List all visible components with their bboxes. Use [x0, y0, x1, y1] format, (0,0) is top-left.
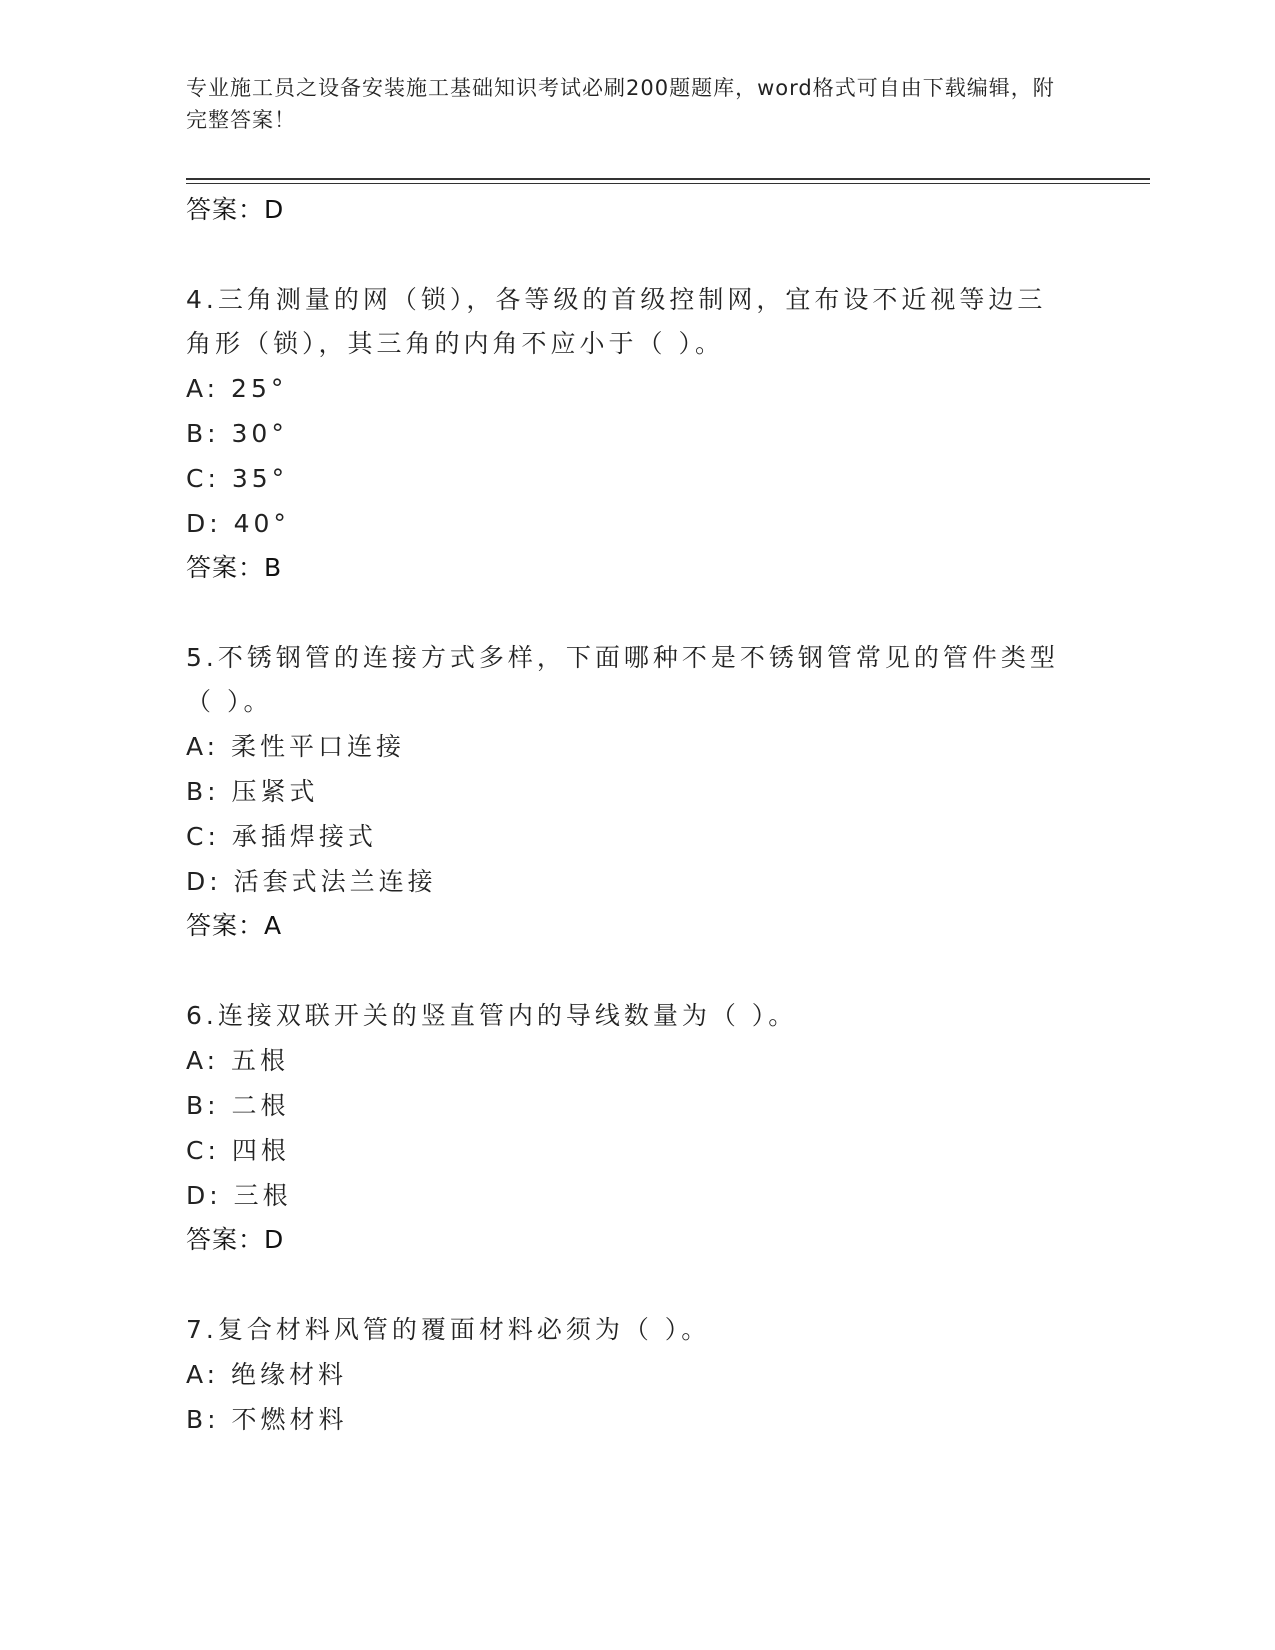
option-b: B: 不燃材料 [186, 1405, 348, 1434]
question-7 [186, 1308, 1066, 1442]
option-d: D: 活套式法兰连接 [186, 867, 437, 896]
question-4 [186, 278, 1066, 590]
option-d: D: 三根 [186, 1181, 292, 1210]
option-b: B: 30° [186, 419, 288, 448]
spacer [186, 948, 1066, 994]
option-b: B: 压紧式 [186, 777, 319, 806]
spacer [186, 1262, 1066, 1308]
question-6 [186, 994, 1066, 1262]
header-divider [186, 178, 1150, 184]
answer-line: 答案：A [186, 911, 283, 940]
option-a: A: 25° [186, 374, 288, 403]
document-header: 专业施工员之设备安装施工基础知识考试必刷200题题库，word格式可自由下载编辑，附完整答案！ [186, 76, 1055, 132]
spacer [186, 590, 1066, 636]
question-text: 4.三角测量的网（锁），各等级的首级控制网，宜布设不近视等边三角形（锁），其三角的内角不应小于（ ）。 [186, 285, 1047, 358]
answer-line: 答案：B [186, 553, 283, 582]
question-text: 6.连接双联开关的竖直管内的导线数量为（ ）。 [186, 1001, 798, 1030]
option-b: B: 二根 [186, 1091, 290, 1120]
option-c: C: 承插焊接式 [186, 822, 377, 851]
option-a: A: 五根 [186, 1046, 290, 1075]
question-5 [186, 636, 1066, 948]
question-text: 7.复合材料风管的覆面材料必须为（ ）。 [186, 1315, 711, 1344]
option-a: A: 柔性平口连接 [186, 732, 406, 761]
answer-line: 答案：D [186, 195, 285, 224]
spacer [186, 232, 1066, 278]
question-text: 5.不锈钢管的连接方式多样，下面哪种不是不锈钢管常见的管件类型（ ）。 [186, 643, 1059, 716]
document-body [186, 188, 1066, 1442]
option-a: A: 绝缘材料 [186, 1360, 348, 1389]
option-c: C: 35° [186, 464, 289, 493]
answer-line: 答案：D [186, 1225, 285, 1254]
option-c: C: 四根 [186, 1136, 290, 1165]
option-d: D: 40° [186, 509, 290, 538]
